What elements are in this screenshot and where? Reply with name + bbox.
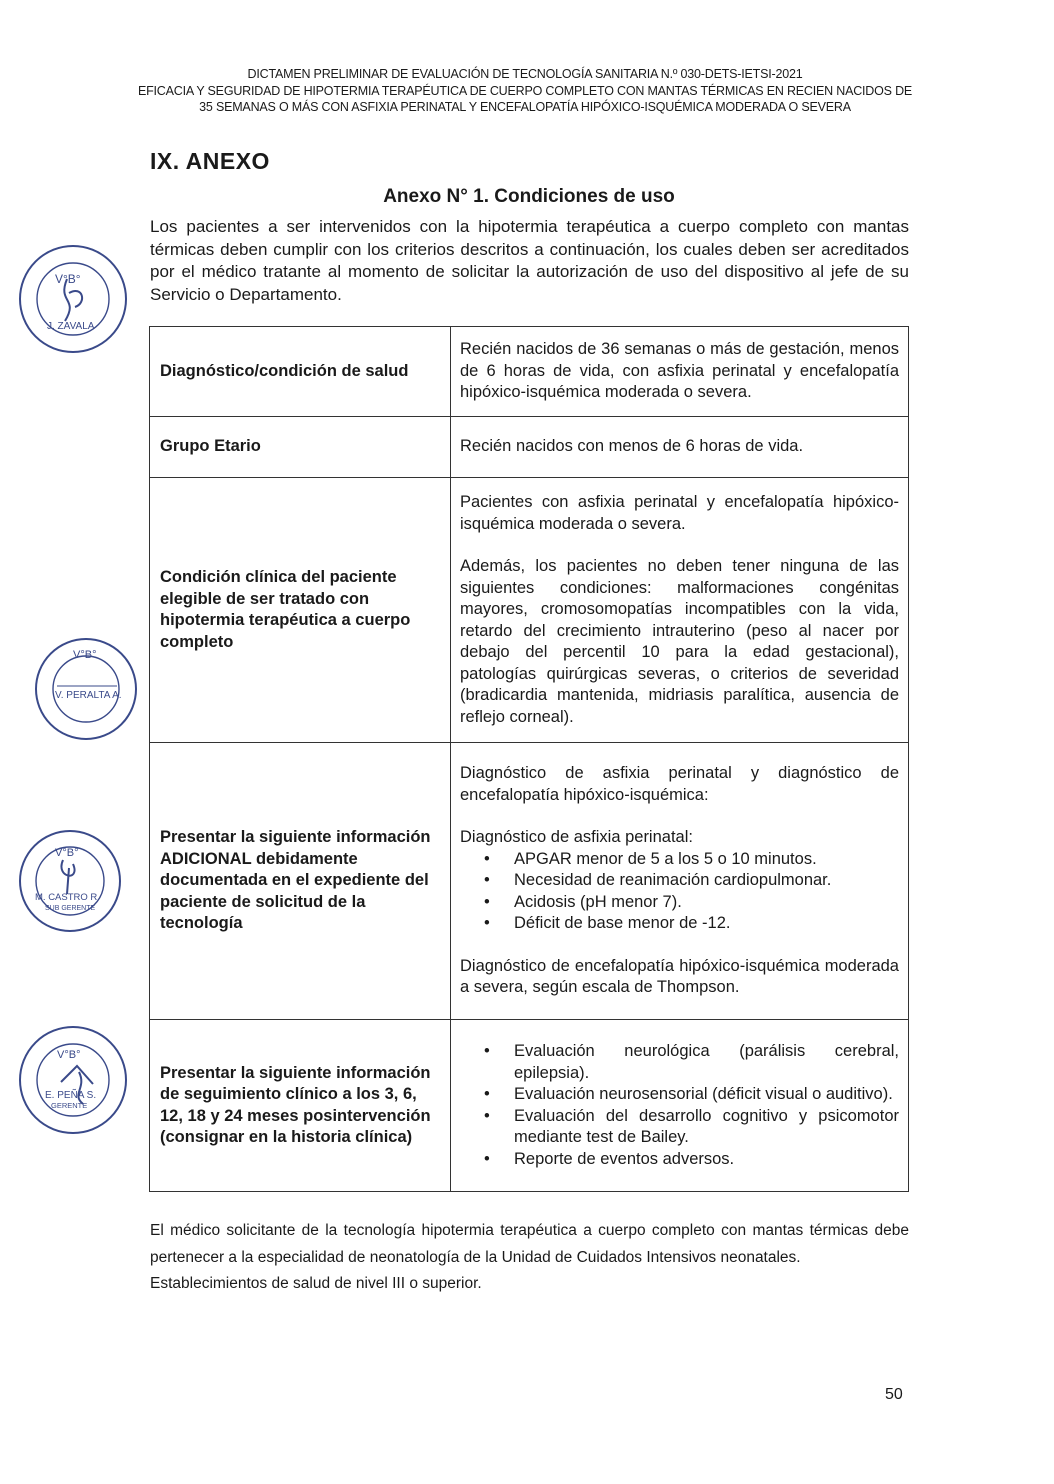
conditions-table	[149, 326, 909, 1192]
stamp-seal-icon	[17, 243, 129, 355]
bullet-list	[460, 1041, 899, 1170]
table-row	[150, 478, 909, 743]
table-row	[150, 743, 909, 1020]
annex-title: Anexo N° 1. Condiciones de uso	[383, 186, 675, 207]
approval-stamp	[17, 243, 129, 355]
stamp-vb: V°B°	[73, 649, 97, 661]
stamp-seal-icon	[33, 636, 139, 742]
value-paragraph: Diagnóstico de asfixia perinatal y diagnóstico de encefalopatía hipóxico-isquémica:	[460, 764, 899, 804]
row-value	[451, 743, 909, 1020]
list-item: • Evaluación del desarrollo cognitivo y psicomotor mediante test de Bailey.	[514, 1106, 899, 1149]
list-item: • Evaluación neurosensorial (déficit visual o auditivo).	[514, 1084, 899, 1106]
stamp-vb: V°B°	[57, 1049, 81, 1061]
approval-stamp	[17, 828, 123, 934]
table-row	[150, 1020, 909, 1192]
stamp-name: M. CASTRO R.	[35, 892, 100, 903]
stamp-vb: V°B°	[55, 272, 81, 286]
header-line-2: EFICACIA Y SEGURIDAD DE HIPOTERMIA TERAPÉUTICA DE CUERPO COMPLETO CON MANTAS TÉRMICAS EN RECIEN NACIDOS DE	[137, 83, 913, 98]
closing-paragraph: El médico solicitante de la tecnología hipotermia terapéutica a cuerpo completo con mantas térmicas debe pertenecer a la especialidad de neonatología de la Unidad de Cuidados Intensivos neonatales.	[150, 1222, 909, 1266]
section-title: IX. ANEXO	[150, 148, 270, 174]
page-number: 50	[885, 1386, 903, 1403]
stamp-name: V. PERALTA A.	[55, 690, 122, 701]
list-item: • Acidosis (pH menor 7).	[514, 892, 899, 914]
row-value: Recién nacidos con menos de 6 horas de vida.	[451, 417, 909, 478]
row-label: Grupo Etario	[150, 417, 451, 478]
value-paragraph: Pacientes con asfixia perinatal y encefalopatía hipóxico-isquémica moderada o severa.	[460, 493, 899, 533]
approval-stamp	[33, 636, 139, 742]
list-item: • APGAR menor de 5 a los 5 o 10 minutos.	[514, 849, 899, 871]
bullet-list	[460, 849, 899, 935]
closing-paragraph: Establecimientos de salud de nivel III o superior.	[150, 1275, 482, 1292]
stamp-role: SUB GERENTE	[45, 905, 96, 912]
approval-stamp	[17, 1024, 129, 1136]
closing-text	[150, 1218, 909, 1298]
header-line-1: DICTAMEN PRELIMINAR DE EVALUACIÓN DE TECNOLOGÍA SANITARIA N.º 030-DETS-IETSI-2021	[247, 67, 803, 81]
row-value: Recién nacidos de 36 semanas o más de gestación, menos de 6 horas de vida, con asfixia perinatal y encefalopatía hipóxico-isquémica moderada o severa.	[451, 327, 909, 417]
row-label: Diagnóstico/condición de salud	[150, 327, 451, 417]
stamp-vb: V°B°	[55, 847, 79, 859]
row-label: Condición clínica del paciente elegible de ser tratado con hipotermia terapéutica a cuerpo completo	[150, 478, 451, 743]
row-value	[451, 1020, 909, 1192]
row-value	[451, 478, 909, 743]
list-item: • Evaluación neurológica (parálisis cerebral, epilepsia).	[514, 1041, 899, 1084]
table-row	[150, 327, 909, 417]
stamp-role: GERENTE	[51, 1101, 88, 1110]
table-row	[150, 417, 909, 478]
row-label: Presentar la siguiente información de seguimiento clínico a los 3, 6, 12, 18 y 24 meses posintervención (consignar en la historia clínica)	[150, 1020, 451, 1192]
stamp-seal-icon	[17, 1024, 129, 1136]
list-item: • Necesidad de reanimación cardiopulmonar.	[514, 870, 899, 892]
header-line-3: 35 SEMANAS O MÁS CON ASFIXIA PERINATAL Y ENCEFALOPATÍA HIPÓXICO-ISQUÉMICA MODERADA O SEVERA	[199, 100, 851, 114]
stamp-name: J. ZAVALA	[47, 321, 95, 332]
stamp-seal-icon	[17, 828, 123, 934]
list-item: • Reporte de eventos adversos.	[514, 1149, 899, 1171]
list-item: • Déficit de base menor de -12.	[514, 913, 899, 935]
value-paragraph: Diagnóstico de encefalopatía hipóxico-isquémica moderada a severa, según escala de Thompson.	[460, 956, 899, 997]
row-label: Presentar la siguiente información ADICIONAL debidamente documentada en el expediente del paciente de solicitud de la tecnología	[150, 743, 451, 1020]
stamp-name: E. PEÑA S.	[45, 1090, 97, 1101]
intro-paragraph: Los pacientes a ser intervenidos con la hipotermia terapéutica a cuerpo completo con mantas térmicas deben cumplir con los criterios descritos a continuación, los cuales deben ser acreditados por el médico tratante al momento de solicitar la autorización de uso del dispositivo al jefe de su Servicio o Departamento.	[150, 217, 909, 304]
value-paragraph: Diagnóstico de asfixia perinatal:	[460, 828, 693, 847]
document-header	[130, 66, 920, 116]
value-paragraph: Además, los pacientes no deben tener ninguna de las siguientes condiciones: malformaciones congénitas mayores, cromosomopatías incompatibles con la vida, retardo del crecimiento intrauterino (peso al nacer por debajo del percentil 10 para la edad gestacional), patologías quirúrgicas severas, o criterios de severidad (bradicardia mantenida, midriasis paralítica, ausencia de reflejo corneal).	[460, 557, 899, 726]
